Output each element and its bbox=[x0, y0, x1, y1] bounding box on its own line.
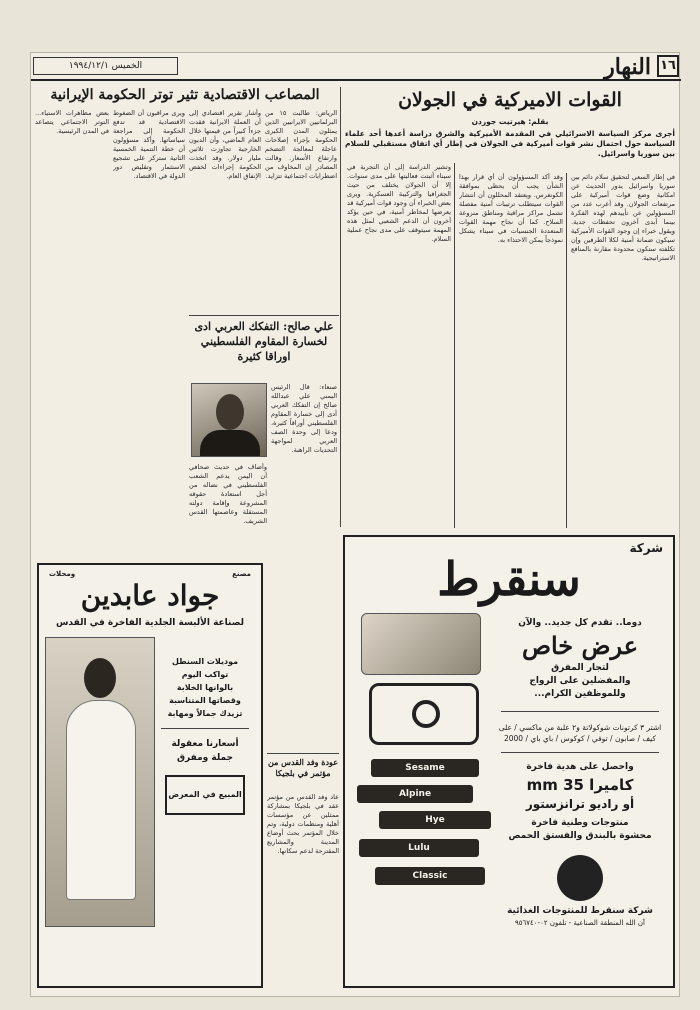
iran-column-3: ويرى مراقبون أن الضغوط الاقتصادية قد تدفع الحكومة إلى مراجعة سياساتها. وأكد مسؤولون أن خطة التنمية الخمسية الثانية ستركز على تشجيع الاستثمار وتقليص دور الدولة في الاقتصاد. bbox=[113, 109, 185, 180]
slogan: بالوانها الخلابة bbox=[176, 683, 234, 692]
ad-brand: سنقرط bbox=[437, 552, 581, 606]
iran-column-1: الرياض: طالبت ١٥ من البرلمانيين الايرانيين الذين يمثلون المدن الكبرى الحكومة بإجراء إصلاحات عاجلة لمعالجة التضخم وارتفاع الأسعار. وقالت المصادر إن المخاوف من اضطرابات اجتماعية تتزايد. bbox=[265, 109, 337, 180]
slogan: تواكب اليوم bbox=[181, 670, 229, 679]
company-logo-icon bbox=[557, 855, 603, 901]
product-bar: Lulu bbox=[359, 839, 479, 857]
gift-label: واحصل على هدية فاخرة bbox=[526, 762, 634, 772]
ad-tagline: دوما.. تقدم كل جديد.. والآن bbox=[518, 618, 642, 628]
gift-radio: أو راديو ترانزستور bbox=[525, 797, 635, 811]
product-bar: Classic bbox=[375, 867, 485, 885]
newspaper-page bbox=[30, 52, 680, 997]
ad-stores-label: ومحلات bbox=[49, 570, 76, 578]
wedding-photo bbox=[361, 613, 481, 675]
slogan: تزيدك جمالاً ومهابة bbox=[167, 709, 243, 718]
ad-footer: شركة سنقرط للمنتوجات الغذائية bbox=[507, 906, 653, 916]
product-bar: Sesame bbox=[371, 759, 479, 777]
iran-column-2: وأشار تقرير اقتصادي إلى أن العملة الايرانية فقدت جزءاً كبيراً من قيمتها خلال العام الماضي، وأن الديون الخارجية تجاوزت ثلاثين مليار دولار. وقد اتخذت الحكومة إجراءات لخفض الإنفاق العام. bbox=[189, 109, 261, 180]
meeting-headline: عودة وفد القدس من مؤتمر في بلجيكا bbox=[268, 757, 338, 778]
sinokrot-ad bbox=[343, 535, 675, 988]
lead-byline: بقلم: هيرتيت جوردن bbox=[471, 117, 549, 126]
slogan: موديلات السنطل bbox=[171, 657, 239, 666]
lead-column-1: في إطار السعي لتحقيق سلام دائم بين سوريا واسرائيل يدور الحديث عن امكانية وضع قوات أميركية على مرتفعات الجولان. وقد أعرب عدد من المسؤولين عن تأييدهم لهذه الفكرة بينما أبدى آخرون تحفظات جدية. ويقول خبراء إن وجود القوات الأميركية سيكون ضمانة أمنية لكلا الطرفين وإن تكلفته ستكون محدودة مقارنة بالمنافع الاستراتيجية. bbox=[571, 173, 675, 262]
gift-camera: كاميرا 35 mm bbox=[526, 776, 634, 794]
offer-line: لتجار المفرق bbox=[551, 663, 609, 673]
lead-intro bbox=[345, 117, 675, 159]
ad-offer: عرض خاص bbox=[521, 631, 639, 660]
meeting-text: عاد وفد القدس من مؤتمر عقد في بلجيكا بمشاركة ممثلين عن مؤسسات أهلية ومنظمات دولية، وتم خلال المؤتمر بحث أوضاع المدينة والمشاريع المقترحة لدعم سكانها. bbox=[267, 793, 339, 855]
divider bbox=[566, 173, 567, 528]
divider bbox=[267, 753, 339, 754]
slogan: وقصاتها المتناسبة bbox=[169, 696, 241, 705]
iran-headline: المصاعب الاقتصادية تثير توتر الحكومة الإيرانية bbox=[50, 87, 320, 103]
ad-brand: جواد عابدين bbox=[80, 579, 220, 612]
ad-company-label: شركة bbox=[629, 541, 663, 555]
lead-headline: القوات الاميركية في الجولان bbox=[398, 89, 622, 111]
ad-slogans bbox=[155, 655, 255, 815]
iran-column-4: بعض مظاهرات الاستياء... التوتر الاجتماعي يتصاعد في المدن الرئيسية. bbox=[35, 109, 109, 135]
product-collage bbox=[351, 609, 501, 979]
saleh-headline: علي صالح: التفكك العربي ادى لخسارة المقاوم الفلسطيني اوراقا كثيرة bbox=[194, 320, 334, 363]
camera-icon bbox=[369, 683, 479, 745]
product-bar: Hye bbox=[379, 811, 491, 829]
product-bar: Alpine bbox=[357, 785, 473, 803]
newspaper-logo: النهار bbox=[604, 54, 651, 80]
president-photo bbox=[191, 383, 267, 457]
sale-badge: المبيع في المعرض bbox=[165, 775, 245, 815]
ad-footer-address: آن الله المنطقة الصناعية - تلفون ٠٢-٩٥٦٧٤٠ bbox=[514, 919, 645, 927]
offer-details: اشتر ٣ كرتونات شوكولاتة و٢ علبة من ماكسي / على كيف / صابون / توفي / كوكوس / باي باي / 2000 bbox=[498, 723, 662, 743]
products-line: منتوجات وطنية فاخرة bbox=[531, 818, 629, 828]
saleh-column-2: وأضاف في حديث صحافي أن اليمن يدعم الشعب الفلسطيني في نضاله من أجل استعادة حقوقه المشروعة وإقامة دولته المستقلة وعاصمتها القدس الشريف. bbox=[189, 463, 267, 525]
ad-factory-label: مصنع bbox=[232, 570, 251, 578]
offer-line: والمفضلين على الرواج bbox=[529, 676, 631, 686]
model-photo bbox=[45, 637, 155, 927]
lead-column-2: وقد أكد المسؤولون أن أي قرار بهذا الشأن يجب أن يحظى بموافقة الكونغرس. ويعتقد المحللون أن انتشار القوات سيتطلب ترتيبات أمنية مفصلة تشمل مراكز مراقبة ومناطق منزوعة السلاح. كما أن نجاح مهمة القوات المتعددة الجنسيات في سيناء يشكل نموذجاً يمكن الاحتذاء به. bbox=[459, 173, 563, 244]
jawad-abdeen-ad bbox=[37, 563, 263, 988]
issue-date: الخميس ١٩٩٤/١٢/١ bbox=[33, 57, 178, 75]
saleh-column-1: صنعاء: قال الرئيس اليمني علي عبدالله صالح إن التفكك العربي أدى إلى خسارة المقاوم الفلسطيني أوراقاً كثيرة، ودعا إلى وحدة الصف العربي لمواجهة التحديات الراهنة. bbox=[271, 383, 337, 454]
price-line: جملة ومفرق bbox=[176, 753, 234, 763]
ad-subtitle: لصناعة الألبسة الجلدية الفاخرة في القدس bbox=[56, 618, 244, 628]
divider bbox=[340, 87, 341, 527]
lead-column-3: وتشير الدراسة إلى أن التجربة في سيناء أثبتت فعاليتها على مدى سنوات. إلا أن الجولان يختلف من حيث الجغرافيا والتركيبة العسكرية. ويرى بعض الخبراء أن وجود قوات أميركية قد يعرضها لمخاطر أمنية، في حين يؤكد آخرون أن الدعم الشعبي لمثل هذه المهمة سيتوقف على مدى نجاح عملية السلام. bbox=[347, 163, 451, 243]
page-number: ١٦ bbox=[657, 55, 679, 77]
divider bbox=[189, 315, 339, 316]
divider bbox=[454, 163, 455, 528]
price-line: أسعارنا معقولة bbox=[171, 739, 239, 749]
lead-intro-text: أجرى مركز السياسة الاسرائيلي في المقدمة الأميركية والشرق دراسة أعدها أحد علماء السياسة حول احتمال نشر قوات أميركية في الجولان في إطار أي اتفاق مستقبلي للسلام بين سوريا واسرائيل. bbox=[345, 129, 675, 158]
ad-text-block bbox=[495, 617, 665, 928]
masthead bbox=[31, 53, 681, 81]
products-line-2: محشوة بالبندق والفستق الحمص bbox=[508, 831, 652, 841]
offer-line: وللموظفين الكرام... bbox=[534, 689, 626, 699]
